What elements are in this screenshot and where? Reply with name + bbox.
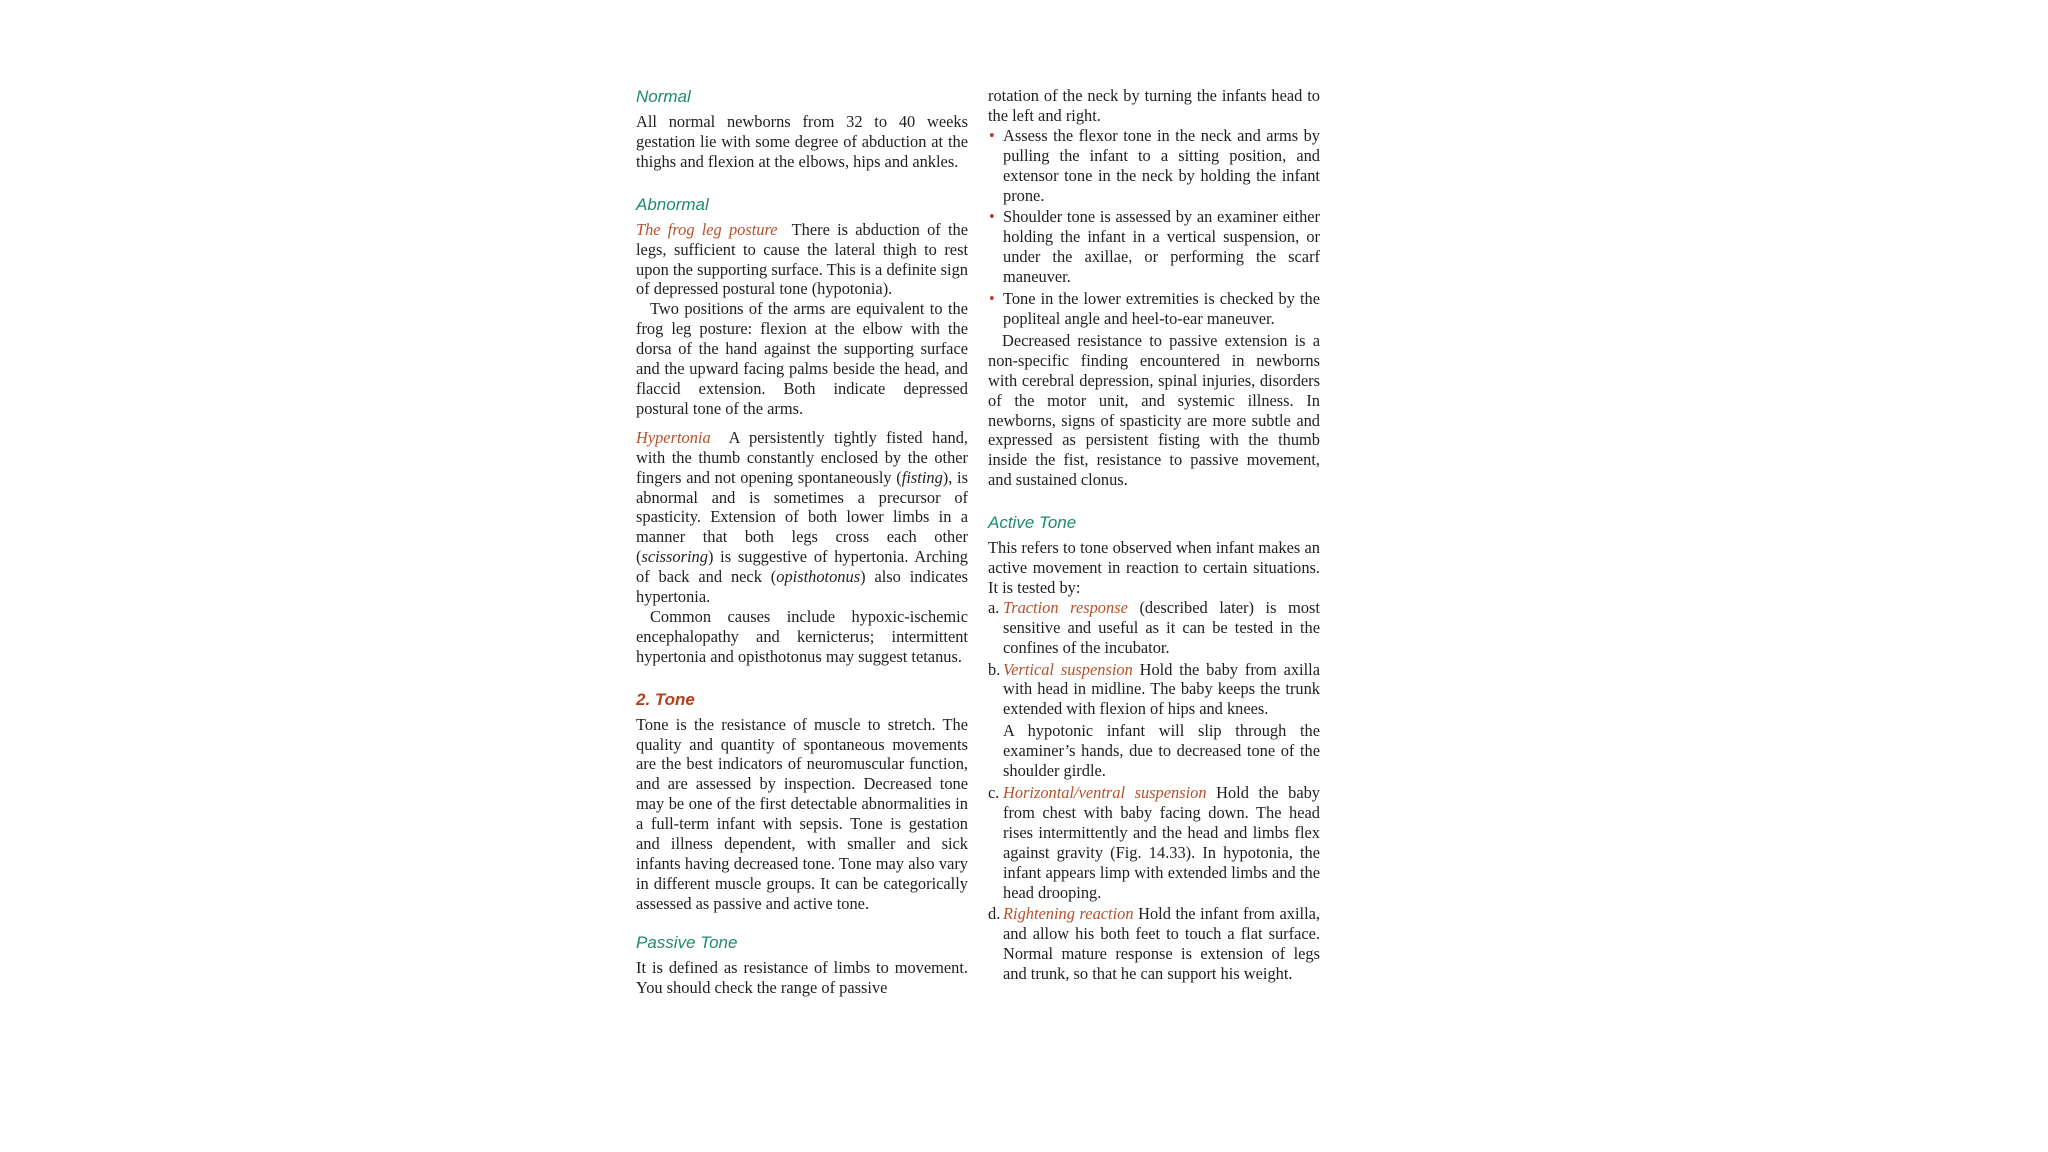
item-label: Vertical suspension — [1003, 659, 1133, 679]
item-text: Hold the baby from axilla with head in midline. The baby keeps the trunk extended with flexion of hips and knees. — [1003, 659, 1320, 719]
item-text: Hold the baby from chest with baby facing down. The head rises intermittently and the head and limbs flex against gravity (Fig. 14.33). In hypotonia, the infant appears limp with extended limbs and the head drooping. — [1003, 783, 1320, 902]
section-active-tone — [988, 512, 1320, 984]
arms-paragraph: Two positions of the arms are equivalent to the frog leg posture: flexion at the elbow with the dorsa of the hand against the supporting surface and the upward facing palms beside the head, and flaccid extension. Both indicate depressed postural tone of the arms. — [636, 299, 968, 418]
hypertonia-text-a: A persistently tightly fisted hand, with the thumb constantly enclosed by the other fingers and not opening spontaneously ( — [636, 427, 968, 487]
frog-leg-paragraph — [636, 220, 968, 300]
item-extra: A hypotonic infant will slip through the examiner’s hands, due to decreased tone of the shoulder girdle. — [1003, 721, 1320, 781]
heading-passive-tone: Passive Tone — [636, 932, 738, 952]
item-letter: b. — [988, 659, 1001, 679]
hypertonia-paragraph — [636, 428, 968, 607]
active-tone-list — [988, 598, 1320, 984]
right-column — [988, 86, 1320, 986]
heading-normal: Normal — [636, 87, 691, 106]
passive-tone-bullets — [988, 126, 1320, 329]
section-abnormal — [636, 194, 968, 667]
hypertonia-text-b: ), is abnormal and is sometimes a precursor of spasticity. Extension of both lower limbs in a manner that both legs cross each other ( — [636, 467, 968, 567]
section-passive-tone — [636, 932, 968, 998]
heading-abnormal: Abnormal — [636, 194, 709, 214]
item-text: (described later) is most sensitive and useful as it can be tested in the confines of the incubator. — [1003, 597, 1320, 657]
list-item — [988, 289, 1320, 329]
bullet-text: Tone in the lower extremities is checked by the popliteal angle and heel-to-ear maneuver. — [1003, 289, 1320, 328]
passive-tone-body: It is defined as resistance of limbs to movement. You should check the range of passive — [636, 957, 968, 997]
list-item — [988, 207, 1320, 287]
active-tone-intro: This refers to tone observed when infant makes an active movement in reaction to certain situations. It is tested by: — [988, 538, 1320, 597]
bullet-text: Shoulder tone is assessed by an examiner either holding the infant in a vertical suspension, or under the axillae, or performing the scarf maneuver. — [1003, 207, 1320, 287]
scissoring-term: scissoring — [641, 547, 708, 567]
heading-active-tone: Active Tone — [988, 513, 1077, 533]
decreased-resistance-paragraph: Decreased resistance to passive extension is a non-specific finding encountered in newborns with cerebral depression, spinal injuries, disorders of the motor unit, and systemic illness. In newborns, signs of spasticity are more subtle and expressed as persistent fisting with the thumb inside the fist, resistance to passive movement, and sustained clonus. — [988, 330, 1320, 490]
item-label: Horizontal/ventral suspension — [1003, 783, 1207, 802]
hypertonia-label: Hypertonia — [636, 427, 711, 447]
continuation-text: rotation of the neck by turning the infants head to the left and right. — [988, 86, 1320, 125]
list-item — [988, 598, 1320, 658]
list-item — [988, 783, 1320, 902]
bullet-icon: • — [989, 289, 995, 309]
section-normal — [636, 86, 968, 172]
bullet-icon: • — [989, 125, 995, 145]
bullet-icon: • — [989, 207, 995, 227]
item-text: Hold the infant from axilla, and allow his both feet to touch a flat surface. Normal mature response is extension of legs and trunk, so that he can support his weight. — [1003, 904, 1320, 984]
document-page — [636, 86, 1320, 1086]
bullet-text: Assess the flexor tone in the neck and arms by pulling the infant to a sitting position, and extensor tone in the neck by holding the infant prone. — [1003, 125, 1320, 205]
list-item — [988, 660, 1320, 781]
normal-body: All normal newborns from 32 to 40 weeks gestation lie with some degree of abduction at the thighs and flexion at the elbows, hips and ankles. — [636, 112, 968, 171]
causes-paragraph: Common causes include hypoxic-ischemic encephalopathy and kernicterus; intermittent hypertonia and opisthotonus may suggest tetanus. — [636, 606, 968, 666]
list-item — [988, 904, 1320, 984]
opisthotonus-term: opisthotonus — [776, 567, 861, 587]
hypertonia-text-d: ) also indicates hypertonia. — [636, 567, 968, 607]
hypertonia-text-c: ) is suggestive of hypertonia. Arching of back and neck ( — [636, 547, 968, 587]
item-label: Rightening reaction — [1003, 904, 1134, 924]
left-column — [636, 86, 968, 998]
item-letter: a. — [988, 597, 1000, 617]
item-letter: d. — [988, 904, 1001, 924]
item-letter: c. — [988, 783, 1000, 802]
frog-leg-label: The frog leg posture — [636, 219, 778, 239]
fisting-term: fisting — [901, 467, 943, 487]
heading-tone: 2. Tone — [636, 689, 695, 709]
list-item — [988, 126, 1320, 206]
frog-leg-text: There is abduction of the legs, sufficient to cause the lateral thigh to rest upon the supporting surface. This is a definite sign of depressed postural tone (hypotonia). — [636, 219, 968, 299]
item-label: Traction response — [1003, 597, 1128, 617]
section-tone — [636, 689, 968, 914]
tone-body: Tone is the resistance of muscle to stretch. The quality and quantity of spontaneous movements are the best indicators of neuromuscular function, and are assessed by inspection. Decreased tone may be one of the first detectable abnormalities in a full-term infant with sepsis. Tone is gestation and illness dependent, with smaller and sick infants having decreased tone. Tone may also vary in different muscle groups. It can be categorically assessed as passive and active tone. — [636, 714, 968, 913]
